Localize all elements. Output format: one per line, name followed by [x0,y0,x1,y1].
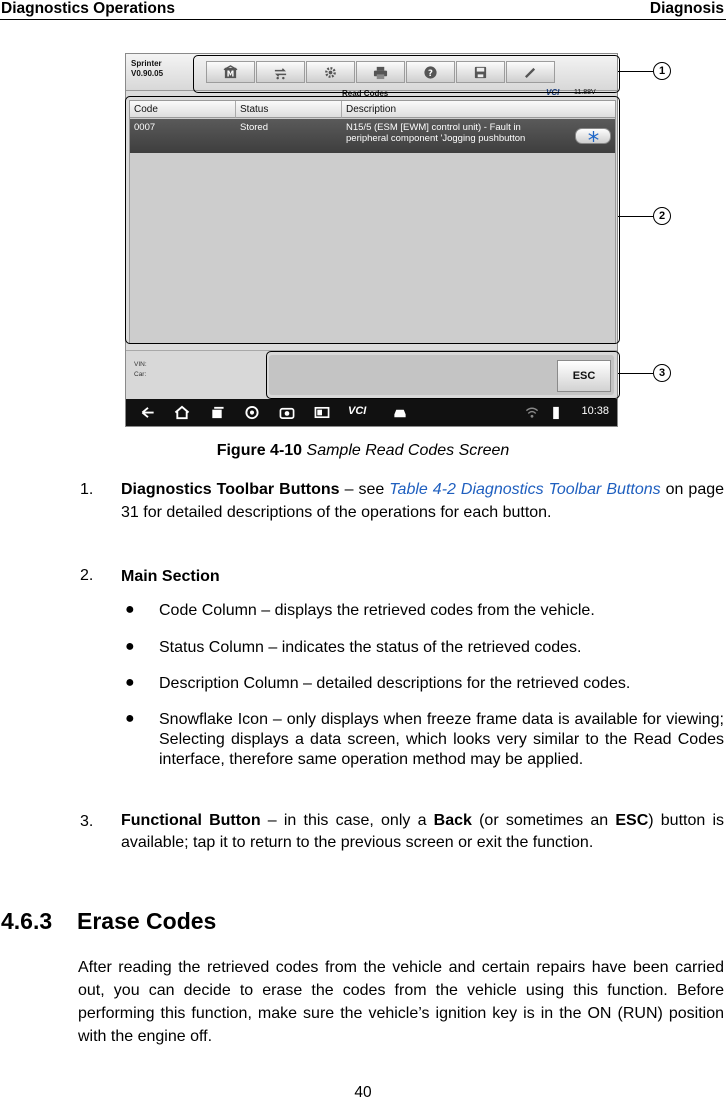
section-title: Erase Codes [77,908,217,934]
item-3-mid: (or sometimes an [471,812,616,829]
recent-apps-icon[interactable] [209,405,225,420]
vci-shortcut[interactable]: VCI [348,405,367,417]
header-chapter: Diagnostics Operations [1,0,175,17]
description-line-1: N15/5 (ESM [EWM] control unit) - Fault in [346,122,521,133]
bullet-code-column: Code Column – displays the retrieved codes from the vehicle. [159,602,595,619]
bullet-marker: ● [125,674,135,691]
item-3-pre: – in this case, only a [260,812,434,829]
callout-number-2: 2 [653,207,671,225]
column-header-description[interactable]: Description [342,101,615,118]
item-3-title: Functional Button [121,812,261,829]
page-header [0,0,726,20]
callout-box-toolbar [193,55,620,93]
table-reference-link[interactable]: Table 4-2 Diagnostics Toolbar Buttons [389,481,661,498]
svg-text:M: M [226,68,235,78]
section-heading [1,908,217,935]
bullet-description-column: Description Column – detailed descriptions for the retrieved codes. [159,675,631,692]
item-number-2: 2. [80,567,94,584]
callout-number-3: 3 [653,364,671,382]
browser-icon[interactable] [244,405,260,420]
column-header-code[interactable]: Code [130,101,236,118]
item-number-1: 1. [80,481,94,498]
software-version: V0.90.05 [131,69,164,78]
vci-status: VCI [546,88,560,97]
callout-line-1 [618,71,653,72]
status-cell: Stored [240,122,268,133]
item-2-text [121,565,220,588]
battery-icon [552,405,560,420]
callout-line-3 [618,373,653,374]
android-nav-bar [126,399,617,426]
item-3-text [121,810,724,854]
svg-text:?: ? [428,67,433,78]
battery-voltage: 11.88V [574,89,596,96]
callout-number-1: 1 [653,62,671,80]
callout-box-functional [266,351,620,399]
car-icon[interactable] [392,405,408,420]
callout-box-main [125,96,620,344]
display-mode-icon[interactable] [314,405,330,420]
section-paragraph: After reading the retrieved codes from the vehicle and certain repairs have been carried out, you can decide to erase the codes from the vehicle using this function. Before performing this function, make sure the vehicle’s ignition key is in the ON (RUN) position with the engine off. [78,959,724,1045]
vin-label: VIN: [134,361,147,368]
callout-line-2 [618,216,653,217]
section-number: 4.6.3 [1,908,53,934]
item-1-post: on page 31 for detailed descriptions of the operations for each button. [121,481,725,521]
system-clock: 10:38 [581,405,609,417]
bullet-snowflake-icon: Snowflake Icon – only displays when freeze frame data is available for viewing; Selecting displays a data screen, which looks very similar to the Read Codes interface, therefore same operation method may be applied. [159,711,724,768]
bullet-status-column: Status Column – indicates the status of the retrieved codes. [159,639,582,656]
code-cell: 0007 [134,122,156,133]
screen-title: Read Codes [342,89,389,98]
header-section: Diagnosis [649,0,724,17]
figure-title: Sample Read Codes Screen [306,442,510,459]
item-3-esc: ESC [615,812,649,829]
car-label: Car: [134,371,147,378]
camera-icon[interactable] [279,405,295,420]
description-line-2: peripheral component 'Jogging pushbutton [346,133,526,144]
home-nav-icon[interactable] [174,405,190,420]
figure-caption [0,442,726,460]
bullet-marker: ● [125,710,135,727]
esc-button[interactable]: ESC [557,360,611,392]
bullet-marker: ● [125,638,135,655]
page-number: 40 [354,1084,372,1101]
bullet-marker: ● [125,601,135,618]
item-3-post: ) button is available; tap it to return to the previous screen or exit the function. [121,812,725,851]
item-3-back: Back [433,812,472,829]
item-number-3: 3. [80,813,94,830]
vehicle-name: Sprinter [131,59,162,68]
item-1-pre: – see [339,481,390,498]
vehicle-info [131,59,163,79]
item-2-title: Main Section [121,568,220,585]
item-1-text [121,478,724,524]
item-1-title: Diagnostics Toolbar Buttons [121,481,340,498]
figure-label: Figure 4-10 [216,442,303,459]
back-icon[interactable] [140,405,156,420]
column-header-status[interactable]: Status [236,101,342,118]
wifi-icon [524,405,540,420]
